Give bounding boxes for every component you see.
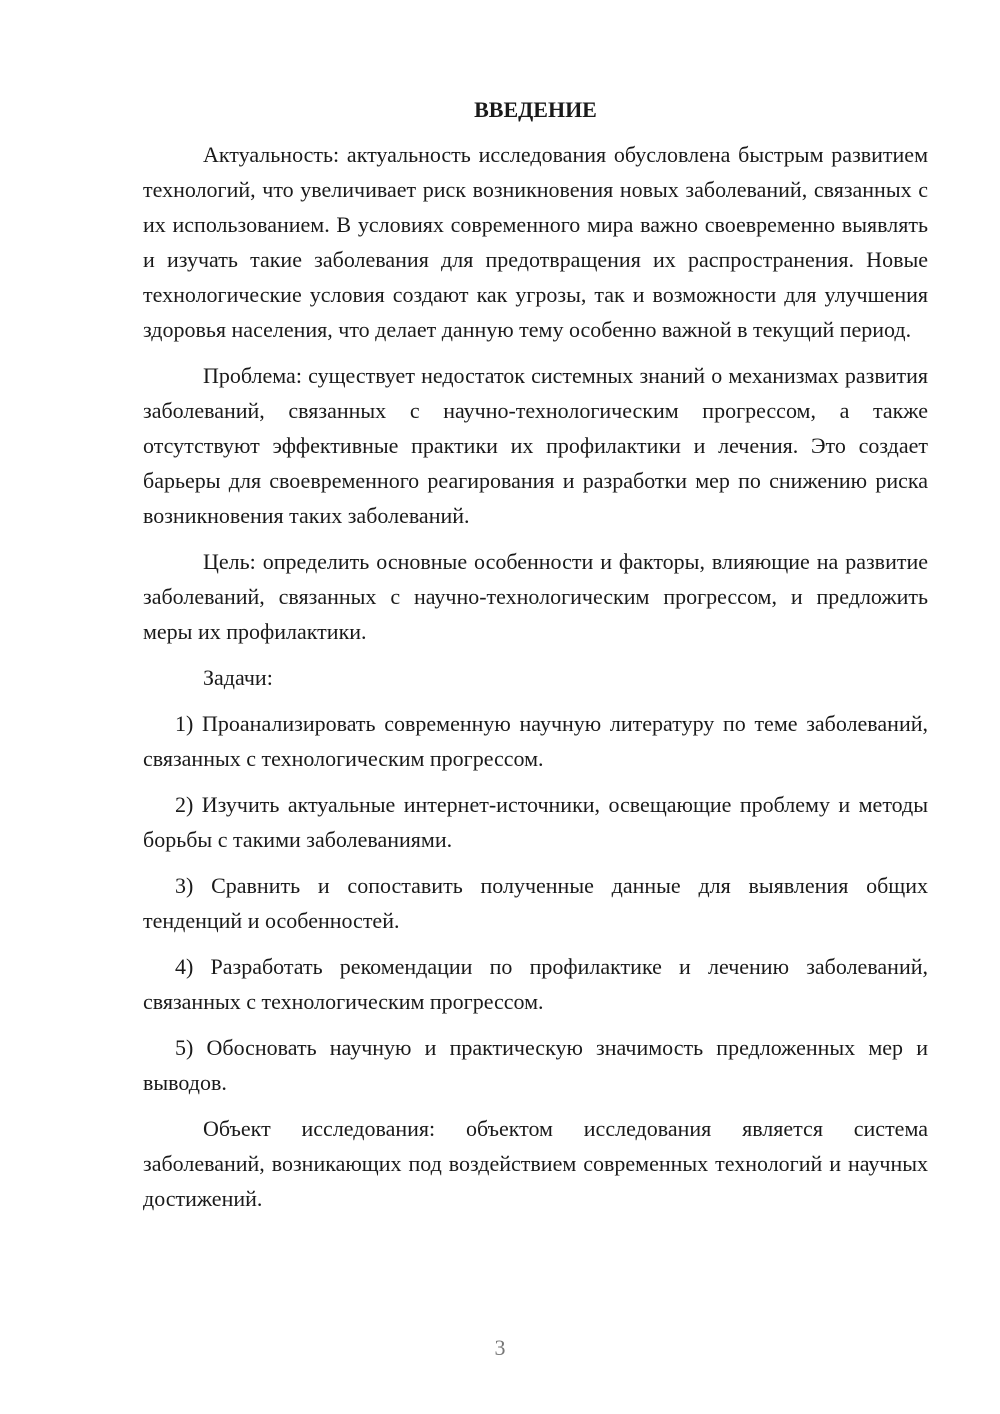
paragraph-problem: Проблема: существует недостаток системных знаний о механизмах развития заболеваний, связанных с научно-технологическим прогрессом, а также отсутствуют эффективные практики их профилактики и лечения. Это создает барьеры для своевременного реагирования и разработки мер по снижению риска возникновения таких заболеваний.: [143, 363, 928, 528]
list-item: 2) Изучить актуальные интернет-источники, освещающие проблему и методы борьбы с такими заболеваниями.: [143, 792, 928, 852]
paragraph-object: Объект исследования: объектом исследования является система заболеваний, возникающих под воздействием современных технологий и научных достижений.: [143, 1116, 928, 1211]
paragraph-goal: Цель: определить основные особенности и факторы, влияющие на развитие заболеваний, связанных с научно-технологическим прогрессом, и предложить меры их профилактики.: [143, 549, 928, 644]
page-title: ВВЕДЕНИЕ: [474, 97, 597, 122]
tasks-list: [143, 706, 928, 1100]
paragraph-relevance: Актуальность: актуальность исследования обусловлена быстрым развитием технологий, что увеличивает риск возникновения новых заболеваний, связанных с их использованием. В условиях современного мира важно своевременно выявлять и изучать такие заболевания для предотвращения их распространения. Новые технологические условия создают как угрозы, так и возможности для улучшения здоровья населения, что делает данную тему особенно важной в текущий период.: [143, 142, 928, 342]
list-item: 3) Сравнить и сопоставить полученные данные для выявления общих тенденций и особенностей.: [143, 873, 928, 933]
page-number: 3: [494, 1335, 506, 1360]
document-page: [143, 92, 928, 1216]
tasks-heading: Задачи:: [203, 665, 273, 690]
list-item: 4) Разработать рекомендации по профилактике и лечению заболеваний, связанных с технологическим прогрессом.: [143, 954, 928, 1014]
list-item: 5) Обосновать научную и практическую значимость предложенных мер и выводов.: [143, 1035, 928, 1095]
list-item: 1) Проанализировать современную научную литературу по теме заболеваний, связанных с технологическим прогрессом.: [143, 711, 928, 771]
